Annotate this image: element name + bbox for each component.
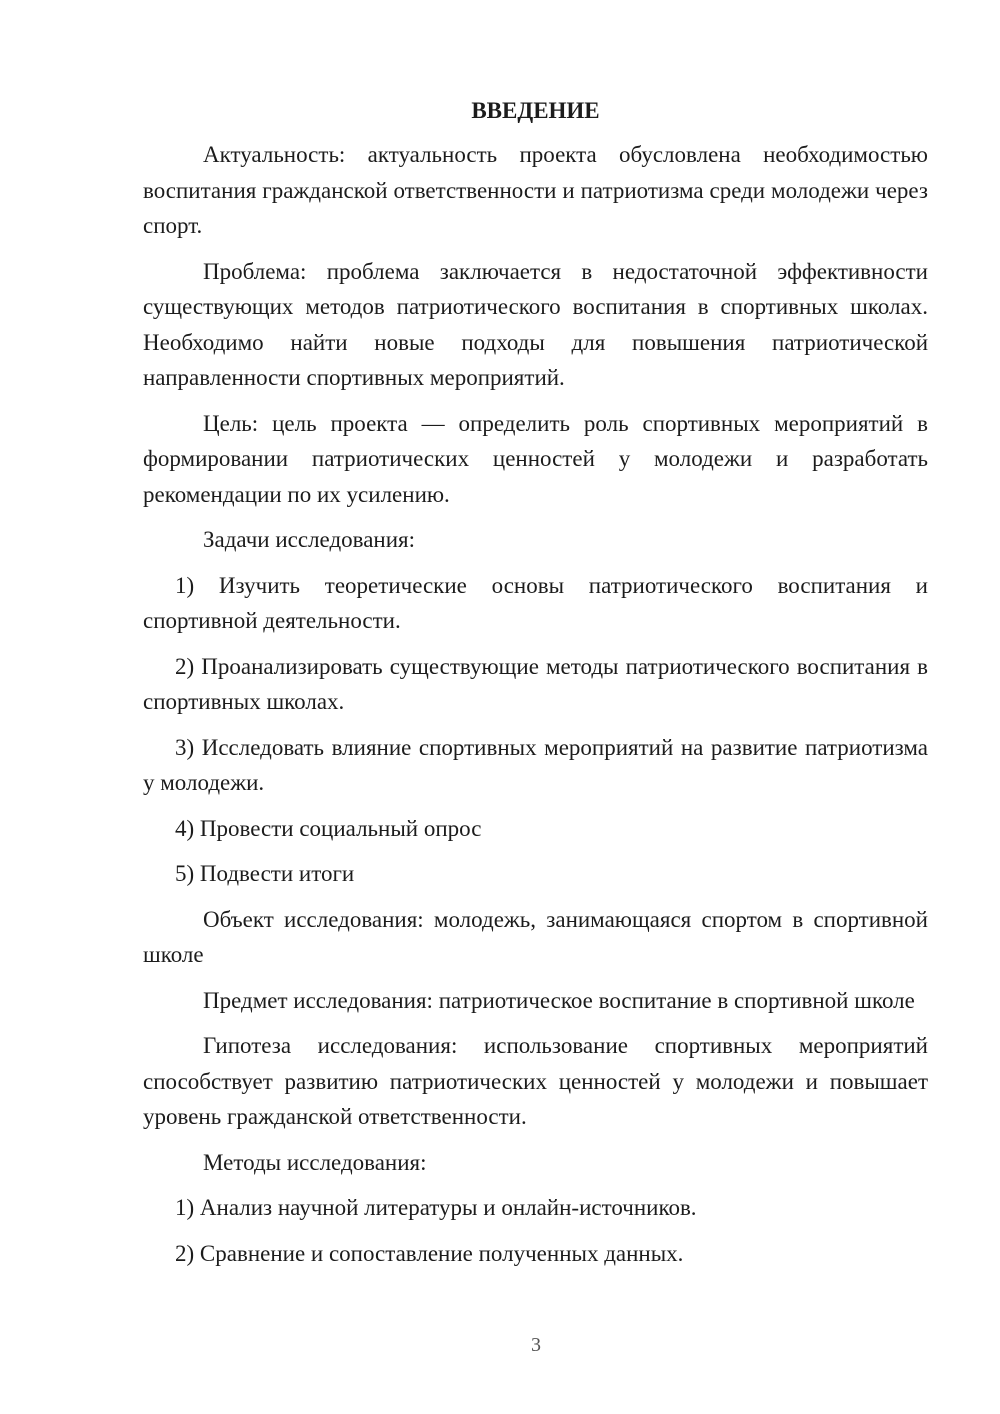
list-item: 2) Сравнение и сопоставление полученных данных. (175, 1240, 684, 1266)
page-number: 3 (531, 1334, 541, 1356)
list-item: 1) Анализ научной литературы и онлайн-источников. (175, 1195, 697, 1220)
subject-paragraph: Предмет исследования: патриотическое воспитание в спортивной школе (203, 987, 915, 1013)
relevance-paragraph: Актуальность: актуальность проекта обусловлена необходимостью воспитания гражданской ответственности и патриотизма среди молодежи через спорт. (143, 142, 928, 238)
problem-paragraph: Проблема: проблема заключается в недостаточной эффективности существующих методов патриотического воспитания в спортивных школах. Необходимо найти новые подходы для повышения патриотической направленности спортивных мероприятий. (143, 258, 928, 390)
tasks-list (143, 568, 928, 892)
page-title: ВВЕДЕНИЕ (471, 98, 600, 123)
methods-list (143, 1190, 928, 1271)
hypothesis-paragraph: Гипотеза исследования: использование спортивных мероприятий способствует развитию патриотических ценностей у молодежи и повышает уровень гражданской ответственности. (143, 1033, 928, 1129)
list-item: 4) Провести социальный опрос (175, 815, 482, 841)
object-paragraph: Объект исследования: молодежь, занимающаяся спортом в спортивной школе (143, 906, 928, 967)
list-item: 3) Исследовать влияние спортивных мероприятий на развитие патриотизма у молодежи. (143, 734, 928, 795)
methods-heading: Методы исследования: (203, 1149, 427, 1175)
goal-paragraph: Цель: цель проекта — определить роль спортивных мероприятий в формировании патриотических ценностей у молодежи и разработать рекомендации по их усилению. (143, 410, 928, 507)
list-item: 1) Изучить теоретические основы патриотического воспитания и спортивной деятельности. (143, 572, 928, 633)
list-item: 5) Подвести итоги (175, 861, 355, 886)
tasks-heading: Задачи исследования: (203, 527, 416, 552)
list-item: 2) Проанализировать существующие методы патриотического воспитания в спортивных школах. (143, 653, 928, 714)
page-body (143, 95, 928, 1281)
